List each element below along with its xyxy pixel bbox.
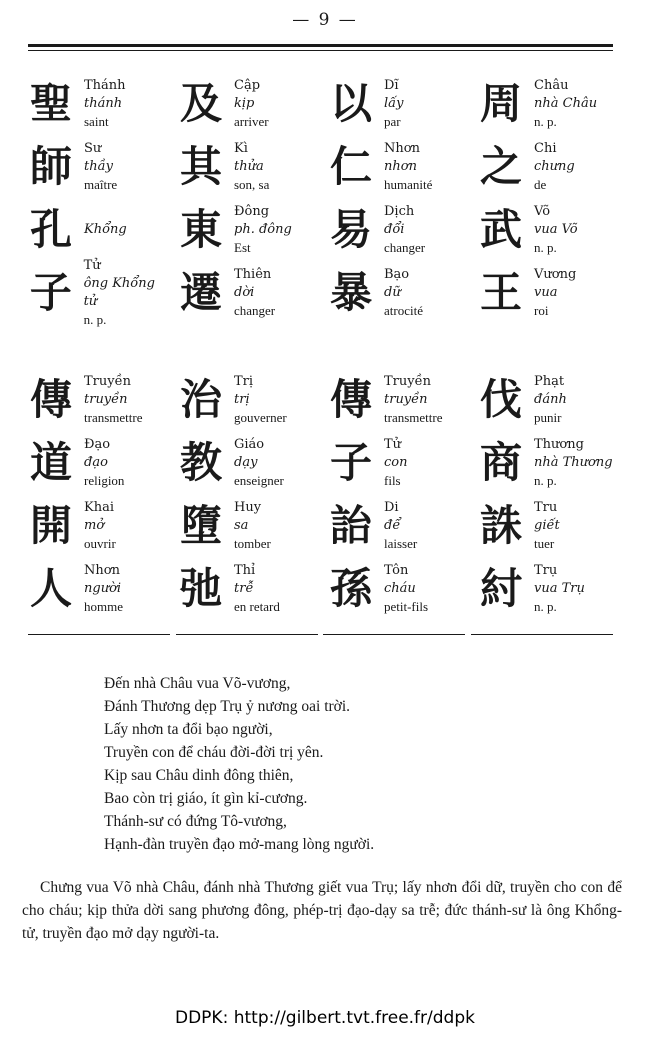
chinese-character: 傳: [329, 374, 372, 424]
section-divider: [28, 634, 613, 635]
glossary-entry: [172, 557, 322, 620]
vietnamese-meaning: ông Khổng tử: [83, 275, 155, 309]
sino-vietnamese-reading: Truyền: [84, 373, 131, 389]
vietnamese-meaning: nhà Thương: [534, 454, 613, 470]
vietnamese-meaning: chưng: [534, 158, 575, 174]
chinese-character: 孔: [29, 204, 72, 254]
glossary-entry: [322, 431, 472, 494]
french-meaning: gouverner: [234, 409, 287, 425]
sino-vietnamese-reading: Thánh: [84, 77, 126, 93]
vietnamese-meaning: sa: [234, 517, 249, 533]
vietnamese-meaning: nhà Châu: [534, 95, 598, 111]
glossary-entry: [22, 72, 172, 135]
french-meaning: tuer: [534, 535, 555, 551]
gloss-text: [80, 436, 124, 490]
vietnamese-meaning: dữ: [384, 284, 401, 300]
gloss-text: [380, 562, 428, 616]
top-rule-thin: [28, 50, 613, 51]
glossary-column: [472, 72, 622, 324]
chinese-character: 墮: [179, 500, 222, 550]
sino-vietnamese-reading: Thương: [534, 436, 584, 452]
chinese-character: 王: [479, 267, 522, 317]
french-meaning: son, sa: [234, 176, 270, 192]
sino-vietnamese-reading: Truyền: [384, 373, 431, 389]
vietnamese-meaning: cháu: [384, 580, 416, 596]
gloss-text: [230, 140, 269, 194]
glossary-entry: [172, 198, 322, 261]
chinese-character: 商: [479, 437, 522, 487]
glossary-entry: [22, 494, 172, 557]
french-meaning: n. p.: [534, 113, 557, 129]
vietnamese-meaning: thửa: [234, 158, 264, 174]
chinese-character: 傳: [29, 374, 72, 424]
sino-vietnamese-reading: Bạo: [384, 266, 410, 282]
french-meaning: saint: [84, 113, 109, 129]
glossary-entry: [472, 494, 622, 557]
french-meaning: transmettre: [84, 409, 143, 425]
vietnamese-meaning: dời: [234, 284, 255, 300]
sino-vietnamese-reading: Thiên: [234, 266, 272, 282]
french-meaning: atrocité: [384, 302, 423, 318]
chinese-character: 東: [179, 204, 222, 254]
footer-source: DDPK: http://gilbert.tvt.free.fr/ddpk: [175, 1008, 475, 1028]
vietnamese-meaning: truyền: [384, 391, 428, 407]
vietnamese-meaning: đánh: [534, 391, 567, 407]
glossary-entry: [22, 257, 172, 327]
gloss-text: [380, 203, 425, 257]
vietnamese-meaning: đạo: [84, 454, 108, 470]
sino-vietnamese-reading: Trị: [234, 373, 254, 389]
sino-vietnamese-reading: Châu: [534, 77, 569, 93]
chinese-character: 以: [329, 78, 372, 128]
chinese-character: 遷: [179, 267, 222, 317]
chinese-character: 暴: [329, 267, 372, 317]
chinese-character: 其: [179, 141, 222, 191]
glossary-entry: [172, 494, 322, 557]
vietnamese-meaning: nhơn: [384, 158, 417, 174]
sino-vietnamese-reading: Huy: [234, 499, 262, 515]
french-meaning: n. p.: [534, 472, 557, 488]
sino-vietnamese-reading: Sư: [84, 140, 102, 156]
gloss-text: [230, 562, 280, 616]
sino-vietnamese-reading: Đông: [234, 203, 270, 219]
gloss-text: [380, 77, 403, 131]
french-meaning: changer: [234, 302, 276, 318]
gloss-text: [230, 77, 269, 131]
vietnamese-meaning: dạy: [234, 454, 258, 470]
gloss-text: [380, 140, 432, 194]
french-meaning: ouvrir: [84, 535, 116, 551]
verse-line: Kịp sau Châu dinh đông thiên,: [104, 767, 294, 784]
vietnamese-meaning: giết: [534, 517, 560, 533]
french-meaning: petit-fils: [384, 598, 429, 614]
vietnamese-meaning: trị: [234, 391, 250, 407]
chinese-character: 詒: [329, 500, 372, 550]
glossary-column: [472, 368, 622, 620]
chinese-character: 子: [29, 267, 72, 317]
gloss-text: [530, 499, 560, 553]
gloss-text: [80, 373, 142, 427]
glossary-entry: [472, 261, 622, 324]
verse-line: Hạnh-đàn truyền đạo mở-mang lòng người.: [104, 836, 375, 853]
french-meaning: tomber: [234, 535, 271, 551]
french-meaning: enseigner: [234, 472, 284, 488]
sino-vietnamese-reading: Tôn: [384, 562, 409, 578]
vietnamese-meaning: kịp: [234, 95, 255, 111]
vietnamese-meaning: để: [384, 517, 401, 533]
gloss-text: [230, 499, 271, 553]
vietnamese-meaning: vua: [534, 284, 558, 300]
gloss-text: [230, 436, 284, 490]
chinese-character: 伐: [479, 374, 522, 424]
chinese-character: 仁: [329, 141, 372, 191]
gloss-text: [530, 203, 578, 257]
vietnamese-meaning: Khổng: [84, 221, 127, 237]
french-meaning: humanité: [384, 176, 433, 192]
french-meaning: maître: [84, 176, 118, 192]
glossary-entry: [22, 431, 172, 494]
sino-vietnamese-reading: Phạt: [534, 373, 565, 389]
chinese-character: 開: [29, 500, 72, 550]
french-meaning: changer: [384, 239, 426, 255]
gloss-text: [530, 77, 597, 131]
verse-line: Lấy nhơn ta đổi bạo người,: [104, 721, 273, 738]
sino-vietnamese-reading: Dĩ: [384, 77, 399, 93]
gloss-text: [230, 373, 287, 427]
vietnamese-meaning: ph. đông: [234, 221, 292, 237]
sino-vietnamese-reading: Dịch: [384, 203, 415, 219]
glossary-entry: [322, 135, 472, 198]
french-meaning: de: [534, 176, 547, 192]
chinese-character: 道: [29, 437, 72, 487]
sino-vietnamese-reading: Khai: [84, 499, 114, 515]
gloss-text: [380, 266, 423, 320]
glossary-entry: [172, 135, 322, 198]
vietnamese-meaning: thầy: [84, 158, 113, 174]
glossary-entry: [22, 135, 172, 198]
vietnamese-meaning: thánh: [84, 95, 123, 111]
french-meaning: n. p.: [83, 311, 107, 327]
glossary-entry: [172, 368, 322, 431]
glossary-entry: [322, 198, 472, 261]
glossary-entry: [322, 557, 472, 620]
glossary-entry: [472, 431, 622, 494]
vietnamese-meaning: con: [384, 454, 408, 470]
glossary-entry: [172, 72, 322, 135]
gloss-text: [380, 499, 417, 553]
sino-vietnamese-reading: Nhơn: [84, 562, 120, 578]
vietnamese-meaning: truyền: [84, 391, 128, 407]
french-meaning: religion: [84, 472, 125, 488]
verse-line: Đến nhà Châu vua Võ-vương,: [104, 675, 291, 692]
french-meaning: en retard: [234, 598, 280, 614]
chinese-character: 易: [329, 204, 372, 254]
glossary-grid-1: [22, 72, 622, 327]
glossary-grid-2: [22, 368, 622, 620]
glossary-entry: [472, 368, 622, 431]
chinese-character: 之: [479, 141, 522, 191]
gloss-text: [530, 562, 585, 616]
chinese-character: 治: [179, 374, 222, 424]
gloss-text: [530, 266, 576, 320]
vietnamese-meaning: mở: [84, 517, 105, 533]
chinese-character: 弛: [179, 563, 222, 613]
glossary-column: [172, 368, 322, 620]
verse-line: Đánh Thương dẹp Trụ ỷ nương oai trời.: [104, 698, 351, 715]
vietnamese-meaning: người: [84, 580, 122, 596]
french-meaning: homme: [84, 598, 123, 614]
chinese-character: 及: [179, 78, 222, 128]
glossary-column: [322, 72, 472, 324]
sino-vietnamese-reading: Võ: [534, 203, 551, 219]
vietnamese-meaning: lấy: [384, 95, 404, 111]
glossary-entry: [472, 557, 622, 620]
gloss-text: [80, 77, 126, 131]
glossary-column: [22, 368, 172, 620]
glossary-entry: [322, 368, 472, 431]
gloss-text: [530, 436, 613, 490]
gloss-text: [380, 373, 442, 427]
sino-vietnamese-reading: Tru: [534, 499, 558, 515]
glossary-entry: [322, 261, 472, 324]
chinese-character: 紂: [479, 563, 522, 613]
glossary-column: [172, 72, 322, 324]
vietnamese-meaning: trễ: [234, 580, 254, 596]
page-number: — 9 —: [292, 10, 358, 30]
gloss-text: [530, 140, 575, 194]
french-meaning: n. p.: [534, 239, 557, 255]
chinese-character: 人: [29, 563, 72, 613]
french-meaning: fils: [384, 472, 401, 488]
chinese-character: 聖: [29, 78, 72, 128]
glossary-entry: [472, 72, 622, 135]
glossary-entry: [322, 494, 472, 557]
gloss-text: [230, 266, 275, 320]
glossary-column: [22, 72, 172, 327]
gloss-text: [530, 373, 567, 427]
gloss-text: [80, 140, 117, 194]
sino-vietnamese-reading: Tử: [83, 257, 101, 273]
glossary-entry: [22, 557, 172, 620]
sino-vietnamese-reading: Cập: [234, 77, 261, 93]
chinese-character: 教: [179, 437, 222, 487]
french-meaning: transmettre: [384, 409, 443, 425]
verse-block: [104, 672, 374, 856]
sino-vietnamese-reading: Giáo: [234, 436, 265, 452]
gloss-text: [380, 436, 407, 490]
glossary-entry: [172, 261, 322, 324]
gloss-text: [80, 562, 123, 616]
french-meaning: n. p.: [534, 598, 557, 614]
prose-paragraph: Chưng vua Võ nhà Châu, đánh nhà Thương giết vua Trụ; lấy nhơn đổi dữ, truyền cho con để cho cháu; kịp thửa dời sang phương đông, phép-trị đạo-dạy sa trễ; đức thánh-sư là ông Khổng-tử, truyền đạo mở dạy người-ta.: [22, 879, 622, 942]
verse-line: Truyền con để cháu đời-đời trị yên.: [104, 744, 324, 761]
gloss-text: [80, 257, 172, 329]
glossary-entry: [322, 72, 472, 135]
french-meaning: laisser: [384, 535, 418, 551]
sino-vietnamese-reading: Nhơn: [384, 140, 420, 156]
top-rule: [28, 44, 613, 47]
sino-vietnamese-reading: Trụ: [534, 562, 558, 578]
sino-vietnamese-reading: Tử: [384, 436, 402, 452]
vietnamese-meaning: đổi: [384, 221, 405, 237]
vietnamese-meaning: vua Võ: [534, 221, 578, 237]
gloss-text: [80, 499, 116, 553]
french-meaning: punir: [534, 409, 562, 425]
sino-vietnamese-reading: Thỉ: [234, 562, 256, 578]
chinese-character: 武: [479, 204, 522, 254]
glossary-column: [322, 368, 472, 620]
sino-vietnamese-reading: Vương: [534, 266, 577, 282]
vietnamese-meaning: vua Trụ: [534, 580, 585, 596]
glossary-entry: [22, 198, 172, 261]
french-meaning: par: [384, 113, 401, 129]
french-meaning: Est: [234, 239, 251, 255]
chinese-character: 子: [329, 437, 372, 487]
sino-vietnamese-reading: Kì: [234, 140, 248, 156]
chinese-character: 孫: [329, 563, 372, 613]
gloss-text: [80, 221, 127, 239]
verse-line: Thánh-sư có đứng Tô-vương,: [104, 813, 287, 830]
verse-line: Bao còn trị giáo, ít gìn kỉ-cương.: [104, 790, 308, 807]
gloss-text: [230, 203, 292, 257]
glossary-entry: [22, 368, 172, 431]
sino-vietnamese-reading: Đạo: [84, 436, 111, 452]
glossary-entry: [172, 431, 322, 494]
sino-vietnamese-reading: Chi: [534, 140, 557, 156]
glossary-entry: [472, 198, 622, 261]
chinese-character: 周: [479, 78, 522, 128]
glossary-entry: [472, 135, 622, 198]
chinese-character: 師: [29, 141, 72, 191]
french-meaning: roi: [534, 302, 549, 318]
sino-vietnamese-reading: Di: [384, 499, 399, 515]
chinese-character: 誅: [479, 500, 522, 550]
french-meaning: arriver: [234, 113, 269, 129]
